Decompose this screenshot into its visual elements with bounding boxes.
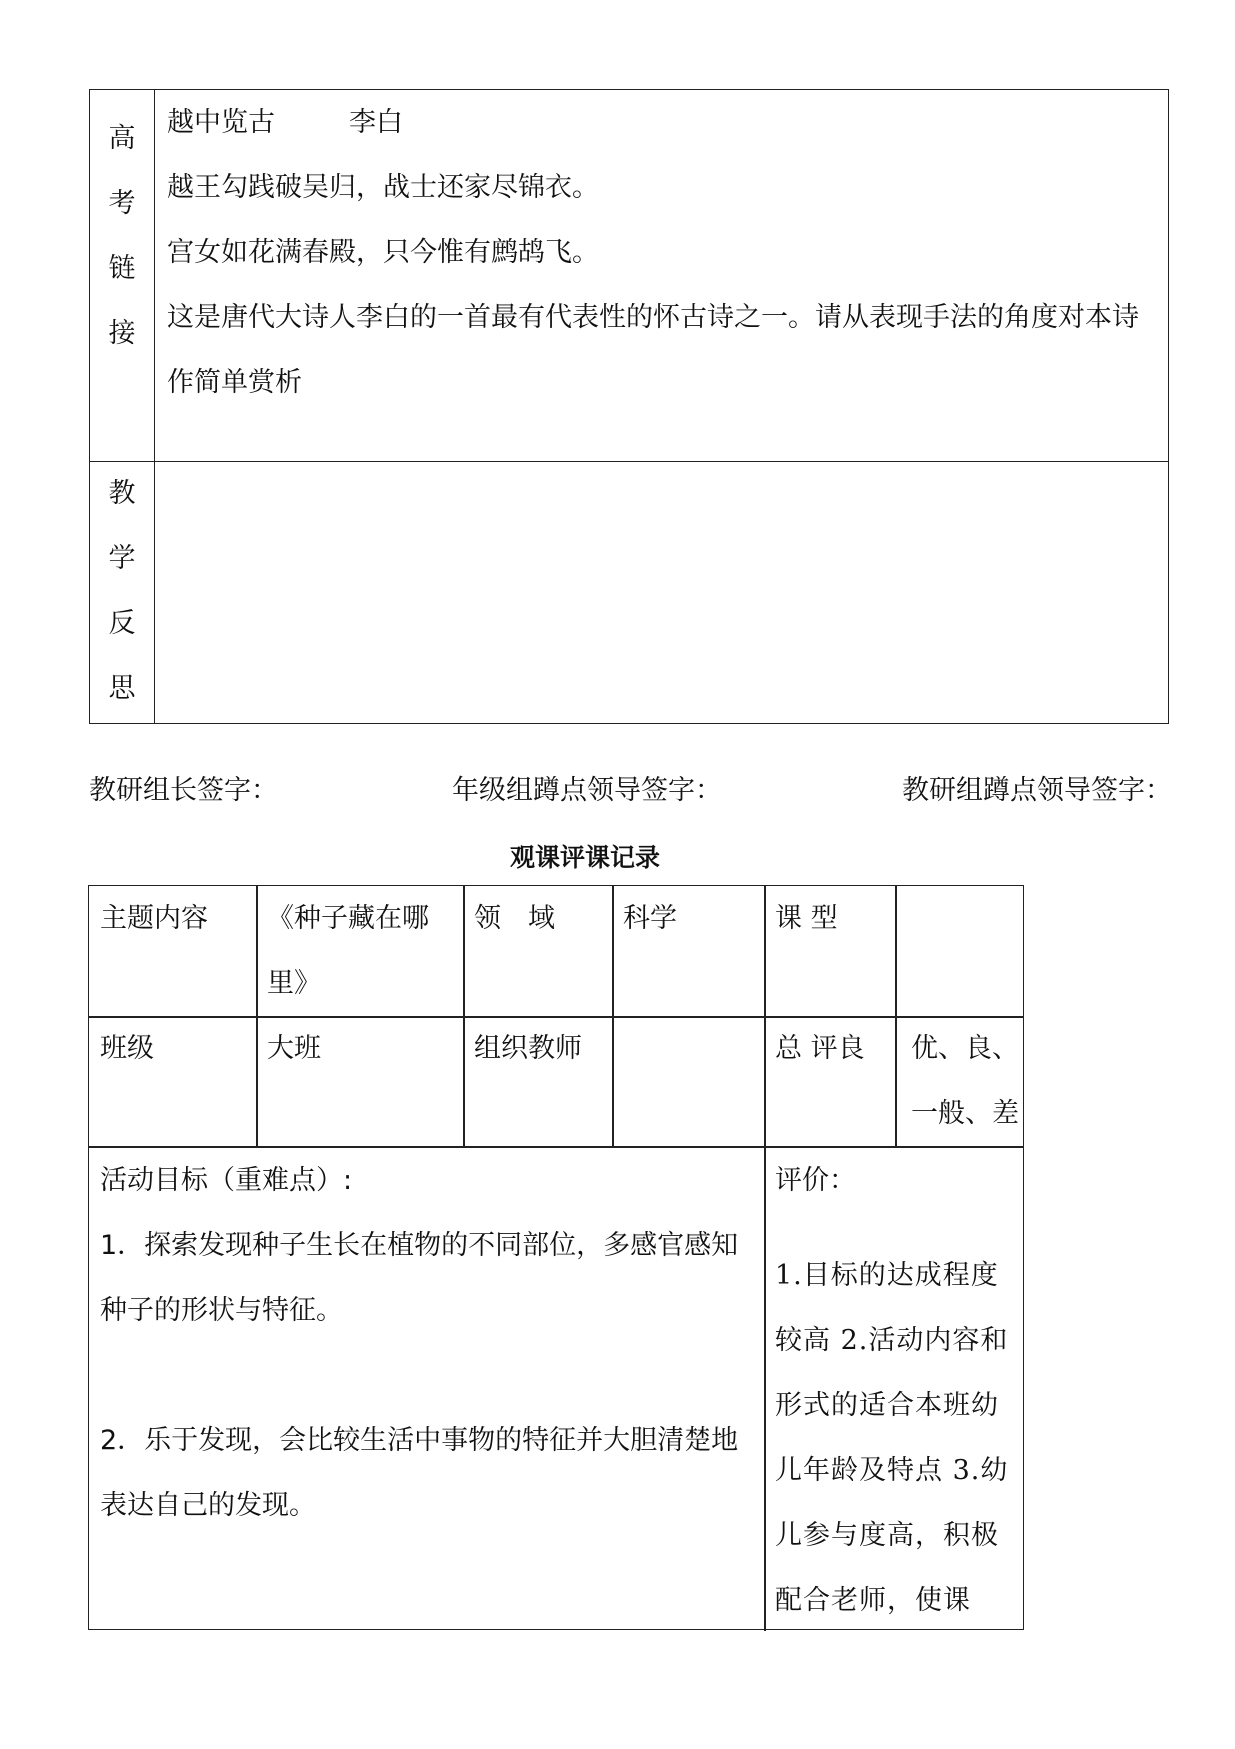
class-value: 大班 — [267, 1033, 321, 1064]
teacher-label: 组织教师 — [474, 1033, 582, 1064]
poem-heading — [167, 90, 1160, 155]
label-char: 教 — [108, 478, 136, 509]
overall-label: 总 评良 — [775, 1033, 865, 1064]
label-char: 思 — [108, 673, 136, 704]
reflection-label — [90, 461, 154, 721]
class-label: 班级 — [100, 1033, 154, 1064]
label-char: 接 — [108, 318, 136, 349]
record-title: 观课评课记录 — [509, 843, 660, 872]
row-divider — [90, 461, 1168, 462]
domain-value: 科学 — [623, 903, 677, 934]
leader-signature: 教研组长签字： — [89, 775, 278, 806]
gaokao-label — [90, 106, 154, 366]
research-signature: 教研组蹲点领导签字： — [902, 775, 1172, 806]
grid-line — [764, 886, 766, 1631]
label-char: 链 — [108, 253, 136, 284]
eval-label: 评价： — [775, 1165, 856, 1196]
grade-signature: 年级组蹲点领导签字： — [452, 775, 722, 806]
overall-options: 优、良、一般、差 — [911, 1033, 1019, 1129]
type-label: 课 型 — [775, 903, 838, 934]
poem-line-2: 宫女如花满春殿，只今惟有鹧鸪飞。 — [167, 237, 599, 268]
record-table — [88, 885, 1024, 1630]
column-divider — [154, 90, 155, 723]
poem-author: 李白 — [349, 107, 403, 138]
gaokao-table — [89, 89, 1169, 724]
label-char: 学 — [108, 543, 136, 574]
question-text: 这是唐代大诗人李白的一首最有代表性的怀古诗之一。请从表现手法的角度对本诗作简单赏析 — [167, 302, 1139, 398]
topic-value: 《种子藏在哪里》 — [267, 903, 429, 999]
label-char: 反 — [108, 608, 136, 639]
goal-2: 2．乐于发现，会比较生活中事物的特征并大胆清楚地表达自己的发现。 — [100, 1425, 739, 1521]
goal-1: 1．探索发现种子生长在植物的不同部位，多感官感知种子的形状与特征。 — [100, 1230, 739, 1326]
goals-label: 活动目标（重难点）: — [100, 1165, 353, 1196]
domain-label: 领 域 — [474, 903, 555, 934]
label-char: 高 — [108, 123, 136, 154]
poem-title: 越中览古 — [167, 107, 275, 138]
topic-label: 主题内容 — [100, 903, 208, 934]
gaokao-content — [167, 90, 1160, 415]
eval-text: 1.目标的达成程度较高 2.活动内容和形式的适合本班幼儿年龄及特点 3.幼儿参与度高，积极配合老师，使课 — [775, 1260, 1009, 1616]
label-char: 考 — [108, 188, 136, 219]
poem-line-1: 越王勾践破吴归，战士还家尽锦衣。 — [167, 172, 599, 203]
